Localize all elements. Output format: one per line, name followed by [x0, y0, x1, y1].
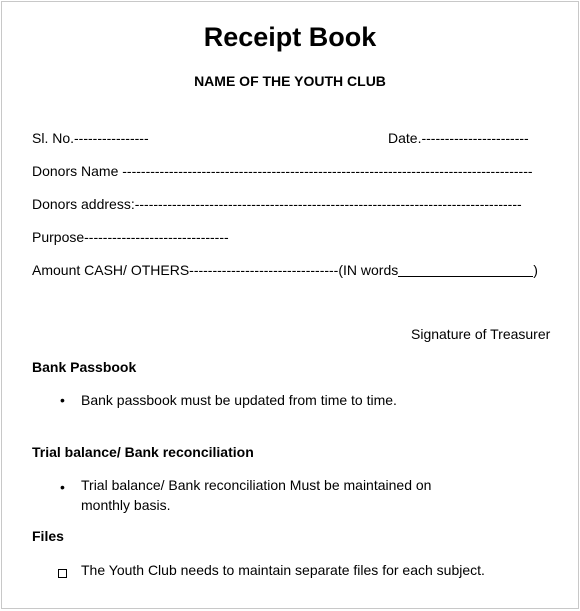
serial-number-field: Sl. No.---------------- [32, 130, 149, 146]
bullet-icon: • [60, 392, 65, 408]
purpose-field: Purpose------------------------------- [32, 229, 229, 245]
club-name: NAME OF THE YOUTH CLUB [194, 73, 386, 89]
date-field: Date.----------------------- [388, 130, 529, 146]
page-title: Receipt Book [203, 22, 377, 52]
section-heading-trial-balance: Trial balance/ Bank reconciliation [32, 444, 254, 460]
bullet-icon: • [60, 479, 65, 495]
section-heading-bank-passbook: Bank Passbook [32, 359, 137, 375]
trial-balance-text-line2: monthly basis. [81, 497, 171, 513]
donors-address-field: Donors address:----------------------------------------------------------------------------------- [32, 196, 522, 212]
amount-field [32, 262, 538, 278]
amount-close-paren: ) [533, 262, 538, 278]
files-text: The Youth Club needs to maintain separate files for each subject. [81, 562, 485, 578]
receipt-page [1, 1, 579, 609]
trial-balance-text-line1: Trial balance/ Bank reconciliation Must be maintained on [81, 477, 432, 493]
amount-label: Amount CASH/ OTHERS--------------------------------(IN words [32, 262, 399, 278]
section-heading-files: Files [32, 528, 64, 544]
bank-passbook-text: Bank passbook must be updated from time to time. [81, 392, 397, 408]
amount-in-words-line [398, 262, 533, 277]
treasurer-signature: Signature of Treasurer [411, 326, 551, 342]
checkbox-icon [58, 565, 67, 583]
donors-name-field: Donors Name ---------------------------------------------------------------------------------------- [32, 163, 533, 179]
